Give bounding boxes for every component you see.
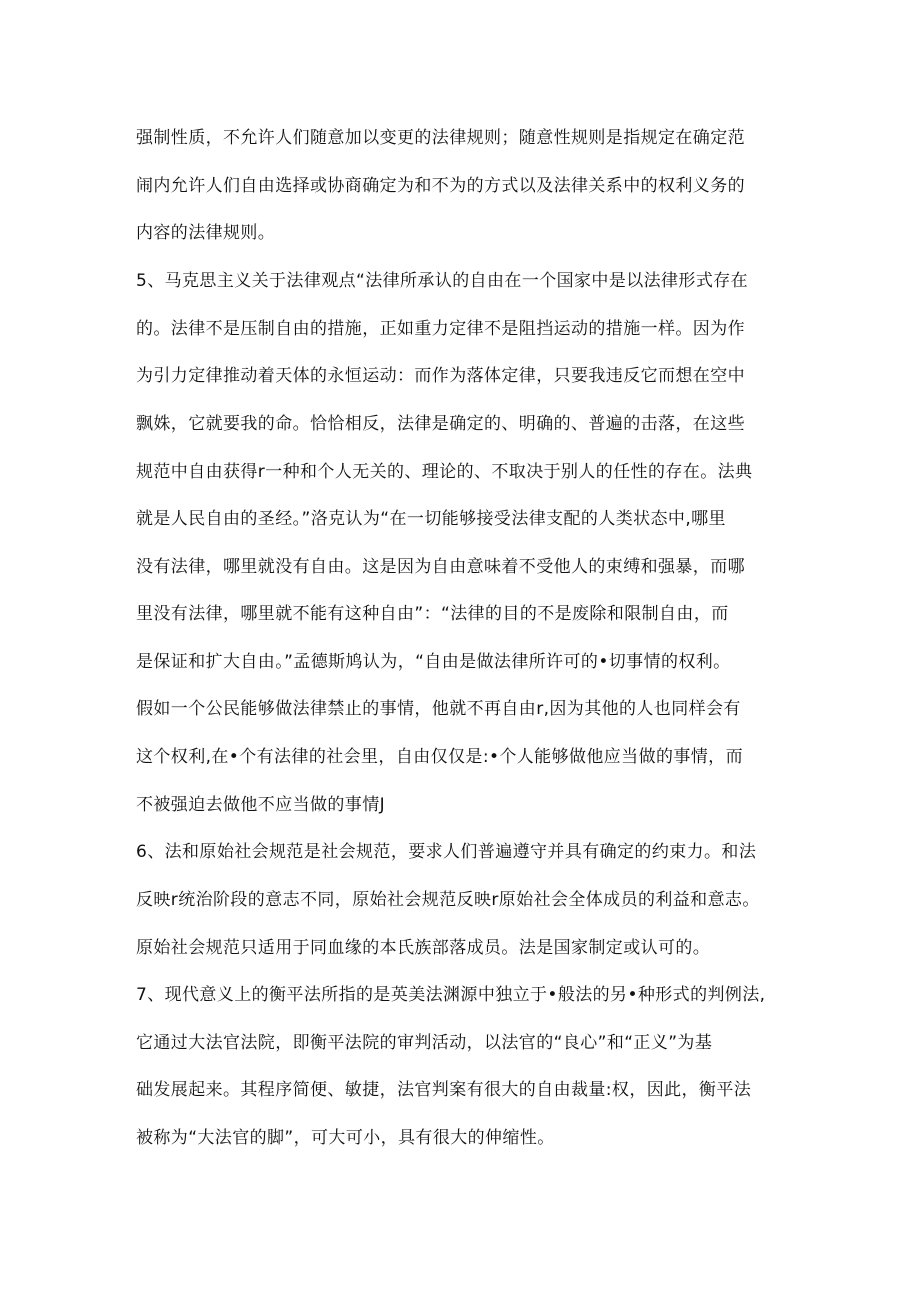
text-line: 被称为“大法官的脚”，可大可小，具有很大的伸缩性。 [136, 1128, 555, 1148]
text-line: 没有法律，哪里就没有自由。这是因为自由意味着不受他人的束缚和强暴，而哪 [136, 557, 745, 577]
text-line: 5、马克思主义关于法律观点“法律所承认的自由在一个国家中是以法律形式存在 [136, 271, 749, 291]
text-line: 它通过大法官法院，即衡平法院的审判活动，以法官的“良心”和“正义”为基 [136, 1033, 713, 1053]
text-line: 闹内允许人们自由选择或协商确定为和不为的方式以及法律关系中的权利义务的 [136, 176, 745, 196]
text-line: 飘姝，它就要我的命。恰恰相反，法律是确定的、明确的、普遍的击落，在这些 [136, 414, 745, 434]
text-line: 假如一个公民能够做法律禁止的事情，他就不再自由r,因为其他的人也同样会有 [136, 699, 741, 719]
text-line: 7、现代意义上的衡平法所指的是英美法渊源中独立于•般法的另•种形式的判例法, [136, 985, 766, 1005]
text-line: 规范中自由获得r一种和个人无关的、理论的、不取决于别人的任性的存在。法典 [136, 462, 753, 482]
text-line: 为引力定律推动着天体的永恒运动：而作为落体定律，只要我违反它而想在空中 [136, 366, 745, 386]
text-line: 强制性质，不允许人们随意加以变更的法律规则；随意性规则是指规定在确定范 [136, 128, 745, 148]
text-line: 础发展起来。其程序简便、敏捷，法官判案有很大的自由裁量:权，因此，衡平法 [136, 1080, 752, 1100]
text-line: 内容的法律规则。 [136, 223, 276, 243]
text-line: 就是人民自由的圣经。”洛克认为“在一切能够接受法律支配的人类状态中,哪里 [136, 509, 726, 529]
text-line: 是保证和扩大自由。”孟德斯鸠认为，“自由是做法律所许可的•切事情的权利。 [136, 652, 731, 672]
text-line: 这个权利,在•个有法律的社会里，自由仅仅是:•个人能够做他应当做的事情，而 [136, 747, 743, 767]
text-line: 的。法律不是压制自由的措施，正如重力定律不是阻挡运动的措施一样。因为作 [136, 319, 745, 339]
text-line: 原始社会规范只适用于同血缘的本氏族部落成员。法是国家制定或认可的。 [136, 938, 711, 958]
text-line: 不被强迫去做他不应当做的事情J [136, 795, 386, 815]
text-line: 6、法和原始社会规范是社会规范，要求人们普遍遵守并具有确定的约束力。和法 [136, 842, 757, 862]
text-line: 里没有法律，哪里就不能有这种自由”：“法律的目的不是废除和限制自由，而 [136, 604, 729, 624]
text-line: 反映r统治阶段的意志不同，原始社会规范反映r原始社会全体成员的利益和意志。 [136, 890, 760, 910]
